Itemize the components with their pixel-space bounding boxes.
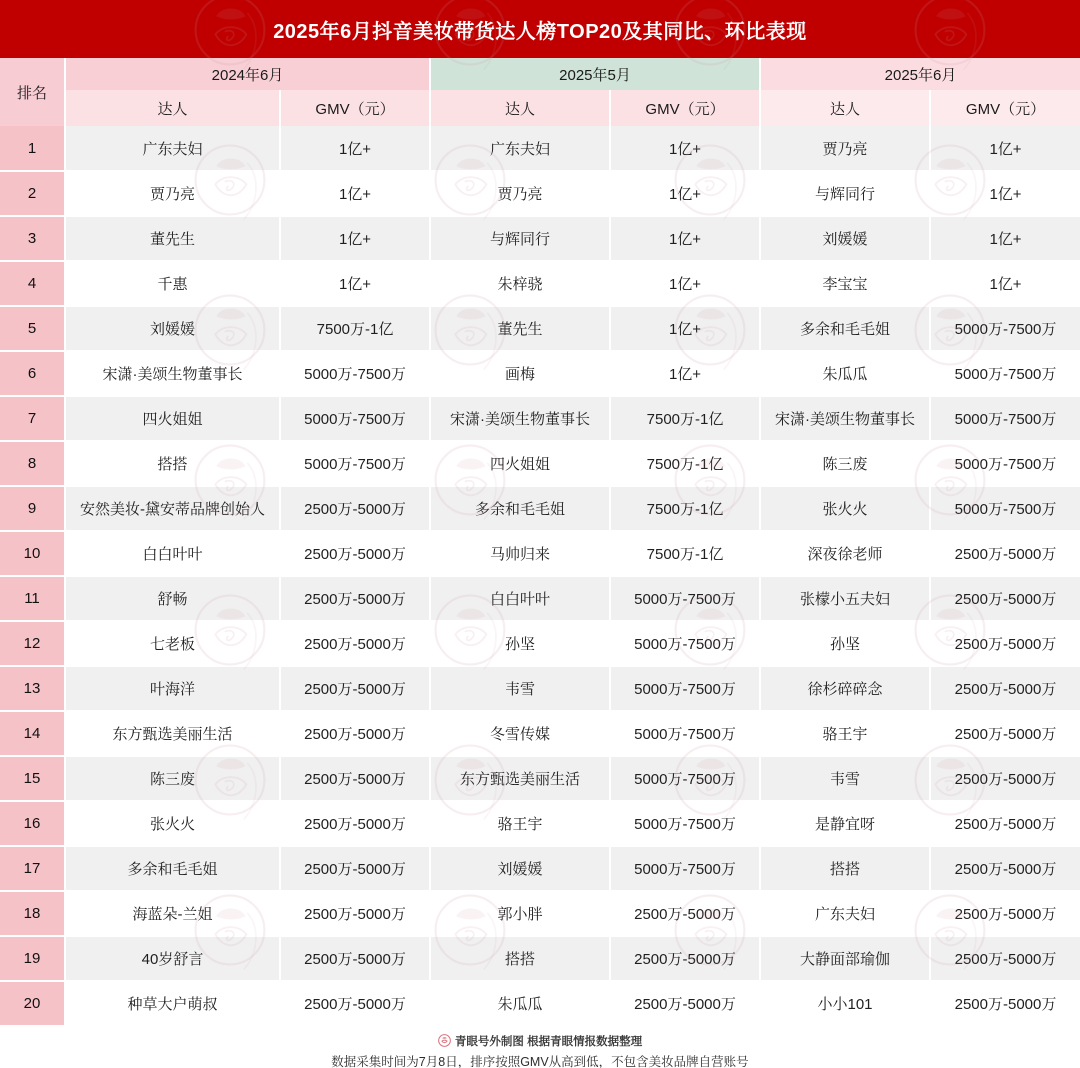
table-row [0, 981, 1080, 1026]
table-row [0, 801, 1080, 846]
talent-name-2024-06: 董先生 [65, 216, 280, 261]
gmv-2025-06: 1亿+ [930, 261, 1080, 306]
gmv-2024-06: 1亿+ [280, 261, 430, 306]
page-title: 2025年6月抖音美妆带货达人榜TOP20及其同比、环比表现 [273, 20, 807, 43]
table-row [0, 306, 1080, 351]
talent-name-2025-05: 朱瓜瓜 [430, 981, 610, 1026]
gmv-2024-06: 2500万-5000万 [280, 486, 430, 531]
footer-credit [438, 1033, 642, 1049]
table-row [0, 126, 1080, 171]
gmv-2025-05: 1亿+ [610, 306, 760, 351]
talent-name-2025-05: 马帅归来 [430, 531, 610, 576]
gmv-2025-05: 5000万-7500万 [610, 801, 760, 846]
rank-cell: 2 [0, 171, 65, 216]
talent-name-2024-06: 40岁舒言 [65, 936, 280, 981]
table-row [0, 936, 1080, 981]
gmv-2024-06: 2500万-5000万 [280, 756, 430, 801]
talent-name-2025-06: 张檬小五夫妇 [760, 576, 930, 621]
talent-name-2024-06: 七老板 [65, 621, 280, 666]
talent-name-2024-06: 搭搭 [65, 441, 280, 486]
table-header [0, 58, 1080, 126]
footer [0, 1027, 1080, 1068]
talent-name-2025-06: 韦雪 [760, 756, 930, 801]
talent-name-2025-05: 朱梓骁 [430, 261, 610, 306]
chart-title-bar [0, 0, 1080, 58]
rank-cell: 17 [0, 846, 65, 891]
talent-name-2024-06: 宋潇·美颂生物董事长 [65, 351, 280, 396]
talent-name-2025-05: 搭搭 [430, 936, 610, 981]
talent-name-2025-06: 徐杉碎碎念 [760, 666, 930, 711]
talent-name-2025-05: 宋潇·美颂生物董事长 [430, 396, 610, 441]
talent-name-2025-05: 贾乃亮 [430, 171, 610, 216]
gmv-2025-05: 1亿+ [610, 216, 760, 261]
gmv-2024-06: 5000万-7500万 [280, 351, 430, 396]
gmv-2025-06: 5000万-7500万 [930, 396, 1080, 441]
table-row [0, 846, 1080, 891]
ranking-table [0, 58, 1080, 1027]
rank-cell: 10 [0, 531, 65, 576]
gmv-2025-06: 5000万-7500万 [930, 351, 1080, 396]
gmv-2025-06: 2500万-5000万 [930, 891, 1080, 936]
rank-cell: 3 [0, 216, 65, 261]
header-group-2025-05: 2025年5月 [430, 58, 760, 90]
talent-name-2025-06: 是静宜呀 [760, 801, 930, 846]
gmv-2025-05: 7500万-1亿 [610, 531, 760, 576]
gmv-2025-05: 5000万-7500万 [610, 711, 760, 756]
header-rank: 排名 [0, 58, 65, 126]
talent-name-2025-05: 孙坚 [430, 621, 610, 666]
rank-cell: 5 [0, 306, 65, 351]
header-group-row [0, 58, 1080, 90]
gmv-2025-06: 5000万-7500万 [930, 306, 1080, 351]
gmv-2024-06: 5000万-7500万 [280, 396, 430, 441]
rank-cell: 20 [0, 981, 65, 1026]
gmv-2025-06: 1亿+ [930, 171, 1080, 216]
table-row [0, 621, 1080, 666]
brand-logo-icon [438, 1034, 451, 1047]
talent-name-2024-06: 多余和毛毛姐 [65, 846, 280, 891]
gmv-2025-05: 2500万-5000万 [610, 891, 760, 936]
table-row [0, 351, 1080, 396]
gmv-2024-06: 2500万-5000万 [280, 801, 430, 846]
table-row [0, 261, 1080, 306]
gmv-2024-06: 2500万-5000万 [280, 576, 430, 621]
rank-cell: 6 [0, 351, 65, 396]
talent-name-2025-06: 李宝宝 [760, 261, 930, 306]
header-sub-gmv-2025-06: GMV（元） [930, 90, 1080, 126]
rank-cell: 13 [0, 666, 65, 711]
gmv-2024-06: 2500万-5000万 [280, 621, 430, 666]
gmv-2025-05: 2500万-5000万 [610, 981, 760, 1026]
gmv-2025-06: 1亿+ [930, 216, 1080, 261]
gmv-2025-05: 5000万-7500万 [610, 576, 760, 621]
talent-name-2024-06: 安然美妆-黛安蒂品牌创始人 [65, 486, 280, 531]
gmv-2025-05: 7500万-1亿 [610, 486, 760, 531]
table-body [0, 126, 1080, 1026]
header-sub-talent-2025-06: 达人 [760, 90, 930, 126]
gmv-2025-06: 2500万-5000万 [930, 531, 1080, 576]
gmv-2025-06: 2500万-5000万 [930, 846, 1080, 891]
gmv-2025-05: 2500万-5000万 [610, 936, 760, 981]
talent-name-2025-06: 搭搭 [760, 846, 930, 891]
table-row [0, 576, 1080, 621]
talent-name-2024-06: 东方甄选美丽生活 [65, 711, 280, 756]
rank-cell: 8 [0, 441, 65, 486]
talent-name-2024-06: 叶海洋 [65, 666, 280, 711]
gmv-2024-06: 2500万-5000万 [280, 711, 430, 756]
table-row [0, 891, 1080, 936]
talent-name-2025-06: 小小101 [760, 981, 930, 1026]
talent-name-2025-06: 多余和毛毛姐 [760, 306, 930, 351]
rank-cell: 7 [0, 396, 65, 441]
table-row [0, 171, 1080, 216]
gmv-2025-06: 2500万-5000万 [930, 621, 1080, 666]
rank-cell: 15 [0, 756, 65, 801]
talent-name-2024-06: 四火姐姐 [65, 396, 280, 441]
talent-name-2025-06: 陈三废 [760, 441, 930, 486]
table-row [0, 711, 1080, 756]
footer-credit-text: 青眼号外制图 根据青眼情报数据整理 [454, 1035, 643, 1048]
talent-name-2025-06: 朱瓜瓜 [760, 351, 930, 396]
gmv-2024-06: 1亿+ [280, 126, 430, 171]
gmv-2025-05: 5000万-7500万 [610, 756, 760, 801]
gmv-2024-06: 2500万-5000万 [280, 666, 430, 711]
table-row [0, 666, 1080, 711]
gmv-2024-06: 2500万-5000万 [280, 531, 430, 576]
talent-name-2024-06: 海蓝朵-兰姐 [65, 891, 280, 936]
talent-name-2025-06: 贾乃亮 [760, 126, 930, 171]
talent-name-2024-06: 张火火 [65, 801, 280, 846]
gmv-2025-06: 2500万-5000万 [930, 576, 1080, 621]
header-group-2024-06: 2024年6月 [65, 58, 430, 90]
gmv-2025-05: 7500万-1亿 [610, 441, 760, 486]
gmv-2025-05: 1亿+ [610, 261, 760, 306]
rank-cell: 18 [0, 891, 65, 936]
talent-name-2025-06: 张火火 [760, 486, 930, 531]
talent-name-2024-06: 陈三废 [65, 756, 280, 801]
talent-name-2024-06: 广东夫妇 [65, 126, 280, 171]
gmv-2025-05: 1亿+ [610, 351, 760, 396]
talent-name-2025-06: 深夜徐老师 [760, 531, 930, 576]
gmv-2025-06: 2500万-5000万 [930, 711, 1080, 756]
header-group-2025-06: 2025年6月 [760, 58, 1080, 90]
gmv-2025-06: 2500万-5000万 [930, 801, 1080, 846]
table-row [0, 441, 1080, 486]
talent-name-2024-06: 贾乃亮 [65, 171, 280, 216]
rank-cell: 16 [0, 801, 65, 846]
rank-cell: 12 [0, 621, 65, 666]
rank-cell: 4 [0, 261, 65, 306]
talent-name-2025-06: 宋潇·美颂生物董事长 [760, 396, 930, 441]
talent-name-2024-06: 白白叶叶 [65, 531, 280, 576]
rank-cell: 1 [0, 126, 65, 171]
gmv-2025-06: 2500万-5000万 [930, 936, 1080, 981]
header-sub-talent-2024-06: 达人 [65, 90, 280, 126]
gmv-2025-05: 1亿+ [610, 171, 760, 216]
gmv-2025-06: 5000万-7500万 [930, 441, 1080, 486]
gmv-2024-06: 2500万-5000万 [280, 891, 430, 936]
gmv-2025-06: 2500万-5000万 [930, 756, 1080, 801]
talent-name-2025-05: 冬雪传媒 [430, 711, 610, 756]
gmv-2024-06: 2500万-5000万 [280, 846, 430, 891]
header-sub-gmv-2024-06: GMV（元） [280, 90, 430, 126]
gmv-2025-05: 5000万-7500万 [610, 666, 760, 711]
rank-cell: 19 [0, 936, 65, 981]
gmv-2025-05: 7500万-1亿 [610, 396, 760, 441]
header-sub-row [0, 90, 1080, 126]
gmv-2024-06: 1亿+ [280, 171, 430, 216]
gmv-2024-06: 7500万-1亿 [280, 306, 430, 351]
talent-name-2024-06: 刘媛媛 [65, 306, 280, 351]
talent-name-2025-05: 刘媛媛 [430, 846, 610, 891]
gmv-2024-06: 1亿+ [280, 216, 430, 261]
gmv-2025-06: 5000万-7500万 [930, 486, 1080, 531]
gmv-2024-06: 2500万-5000万 [280, 981, 430, 1026]
talent-name-2024-06: 舒畅 [65, 576, 280, 621]
rank-cell: 9 [0, 486, 65, 531]
gmv-2025-05: 1亿+ [610, 126, 760, 171]
talent-name-2025-05: 与辉同行 [430, 216, 610, 261]
gmv-2025-05: 5000万-7500万 [610, 846, 760, 891]
talent-name-2025-05: 董先生 [430, 306, 610, 351]
talent-name-2025-05: 东方甄选美丽生活 [430, 756, 610, 801]
gmv-2024-06: 2500万-5000万 [280, 936, 430, 981]
rank-cell: 11 [0, 576, 65, 621]
table-row [0, 216, 1080, 261]
gmv-2025-06: 2500万-5000万 [930, 666, 1080, 711]
talent-name-2025-06: 孙坚 [760, 621, 930, 666]
talent-name-2025-05: 四火姐姐 [430, 441, 610, 486]
talent-name-2025-05: 郭小胖 [430, 891, 610, 936]
table-row [0, 756, 1080, 801]
talent-name-2025-06: 与辉同行 [760, 171, 930, 216]
talent-name-2025-05: 骆王宇 [430, 801, 610, 846]
gmv-2025-05: 5000万-7500万 [610, 621, 760, 666]
footer-note: 数据采集时间为7月8日，排序按照GMV从高到低，不包含美妆品牌自营账号 [331, 1054, 749, 1068]
talent-name-2025-05: 广东夫妇 [430, 126, 610, 171]
table-row [0, 396, 1080, 441]
header-sub-gmv-2025-05: GMV（元） [610, 90, 760, 126]
rank-cell: 14 [0, 711, 65, 756]
talent-name-2025-05: 韦雪 [430, 666, 610, 711]
talent-name-2025-05: 多余和毛毛姐 [430, 486, 610, 531]
gmv-2025-06: 1亿+ [930, 126, 1080, 171]
talent-name-2024-06: 千惠 [65, 261, 280, 306]
talent-name-2025-05: 白白叶叶 [430, 576, 610, 621]
table-row [0, 486, 1080, 531]
talent-name-2025-06: 骆王宇 [760, 711, 930, 756]
talent-name-2025-06: 刘媛媛 [760, 216, 930, 261]
header-sub-talent-2025-05: 达人 [430, 90, 610, 126]
gmv-2025-06: 2500万-5000万 [930, 981, 1080, 1026]
talent-name-2025-06: 广东夫妇 [760, 891, 930, 936]
gmv-2024-06: 5000万-7500万 [280, 441, 430, 486]
talent-name-2024-06: 种草大户萌叔 [65, 981, 280, 1026]
table-row [0, 531, 1080, 576]
talent-name-2025-06: 大静面部瑜伽 [760, 936, 930, 981]
talent-name-2025-05: 画梅 [430, 351, 610, 396]
